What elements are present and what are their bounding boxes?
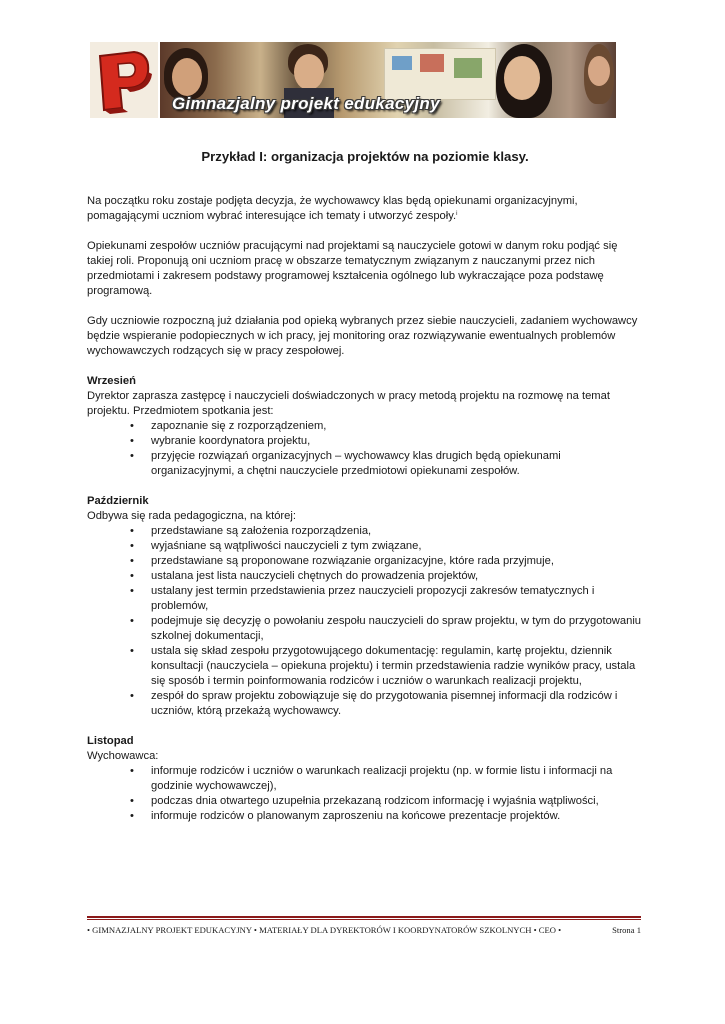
list-item: • wybranie koordynatora projektu,	[87, 434, 643, 449]
section-title: Listopad	[87, 735, 134, 747]
bullet-list	[87, 524, 643, 719]
page-title: Przykład I: organizacja projektów na poziomie klasy.	[201, 149, 529, 164]
list-item: • informuje rodziców i uczniów o warunkach realizacji projektu (np. w formie listu i informacji na godzinie wychowawczej),	[87, 764, 643, 794]
list-item: • przyjęcie rozwiązań organizacyjnych – wychowawcy klas drugich będą opiekunami organizacyjnymi, a chętni nauczyciele przedmiotowi opiekunami zespołów.	[87, 449, 643, 479]
list-item: • ustalany jest termin przedstawienia przez nauczycieli propozycji zakresów tematycznych i problemów,	[87, 584, 643, 614]
section-title: Wrzesień	[87, 375, 136, 387]
banner-title: Gimnazjalny projekt edukacyjny	[172, 94, 440, 113]
document-body	[87, 148, 643, 839]
section-wrzesien	[87, 374, 643, 479]
photo-poster-image-1	[392, 56, 412, 70]
bullet-list	[87, 764, 643, 824]
list-item: • ustala się skład zespołu przygotowującego dokumentację: regulamin, kartę projektu, dziennik konsultacji (nauczyciela – opiekuna projektu) i termin przedstawienia radzie wyników pracy, ustala się sposób i termin poinformowania rodziców i uczniów o warunkach realizacji projektu,	[87, 644, 643, 689]
list-item: • podejmuje się decyzję o powołaniu zespołu nauczycieli do spraw projektu, w tym do przygotowaniu szkolnej dokumentacji,	[87, 614, 643, 644]
intro-text-1: Na początku roku zostaje podjęta decyzja, że wychowawcy klas będą opiekunami organizacyjnymi, pomagającymi uczniom wybrać interesujące ich tematy i utworzyć zespoły.	[87, 195, 578, 222]
logo-p-icon	[90, 42, 158, 118]
photo-poster-image-3	[454, 58, 482, 78]
footer-divider	[87, 916, 641, 918]
list-item: • informuje rodziców o planowanym zaproszeniu na końcowe prezentacje projektów.	[87, 809, 643, 824]
section-pazdziernik	[87, 494, 643, 719]
list-item: • przedstawiane są proponowane rozwiązanie organizacyjne, które rada przyjmuje,	[87, 554, 643, 569]
list-item: • zespół do spraw projektu zobowiązuje się do przygotowania pisemnej informacji dla rodziców i uczniów, którą przekażą wychowawcy.	[87, 689, 643, 719]
photo-face-1	[172, 58, 202, 96]
list-item: • zapoznanie się z rozporządzeniem,	[87, 419, 643, 434]
photo-face-2	[294, 54, 324, 90]
section-title: Październik	[87, 495, 149, 507]
footer-text: • GIMNAZJALNY PROJEKT EDUKACYJNY • MATERIAŁY DLA DYREKTORÓW I KOORDYNATORÓW SZKOLNYCH • CEO •	[87, 925, 562, 935]
list-item: • przedstawiane są założenia rozporządzenia,	[87, 524, 643, 539]
logo	[90, 42, 160, 118]
header-banner	[90, 42, 616, 118]
intro-paragraph-1	[87, 194, 643, 224]
bullet-list	[87, 419, 643, 479]
page-number: Strona 1	[612, 925, 641, 935]
banner-photos	[160, 42, 616, 118]
section-lead: Dyrektor zaprasza zastępcę i nauczycieli doświadczonych w pracy metodą projektu na rozmowę na temat projektu. Przedmiotem spotkania jest:	[87, 390, 610, 417]
list-item: • ustalana jest lista nauczycieli chętnych do prowadzenia projektów,	[87, 569, 643, 584]
intro-paragraph-3: Gdy uczniowie rozpoczną już działania pod opieką wybranych przez siebie nauczycieli, zadaniem wychowawcy będzie wspieranie podopiecznych w ich pracy, jej monitoring oraz rozwiązywanie ewentualnych problemów wychowawczych rodzących się w pracy zespołowej.	[87, 315, 638, 357]
intro-paragraph-2: Opiekunami zespołów uczniów pracującymi nad projektami są nauczyciele gotowi w danym roku podjąć się takiej roli. Proponują oni uczniom pracę w obszarze tematycznym związanym z nauczanymi przez nich przedmiotami i zakresem podstawy programowej kształcenia ogólnego lub wykraczające poza podstawę programową.	[87, 240, 618, 297]
page-footer	[87, 925, 641, 935]
list-item: • podczas dnia otwartego uzupełnia przekazaną rodzicom informację i wyjaśnia wątpliwości,	[87, 794, 643, 809]
footnote-marker[interactable]: i	[456, 211, 458, 217]
photo-face-4	[588, 56, 610, 86]
list-item: • wyjaśniane są wątpliwości nauczycieli z tym związane,	[87, 539, 643, 554]
section-lead: Wychowawca:	[87, 750, 159, 762]
footer-divider-thin	[87, 919, 641, 920]
section-listopad	[87, 734, 643, 824]
section-lead: Odbywa się rada pedagogiczna, na której:	[87, 510, 296, 522]
photo-face-3	[504, 56, 540, 100]
photo-poster-image-2	[420, 54, 444, 72]
